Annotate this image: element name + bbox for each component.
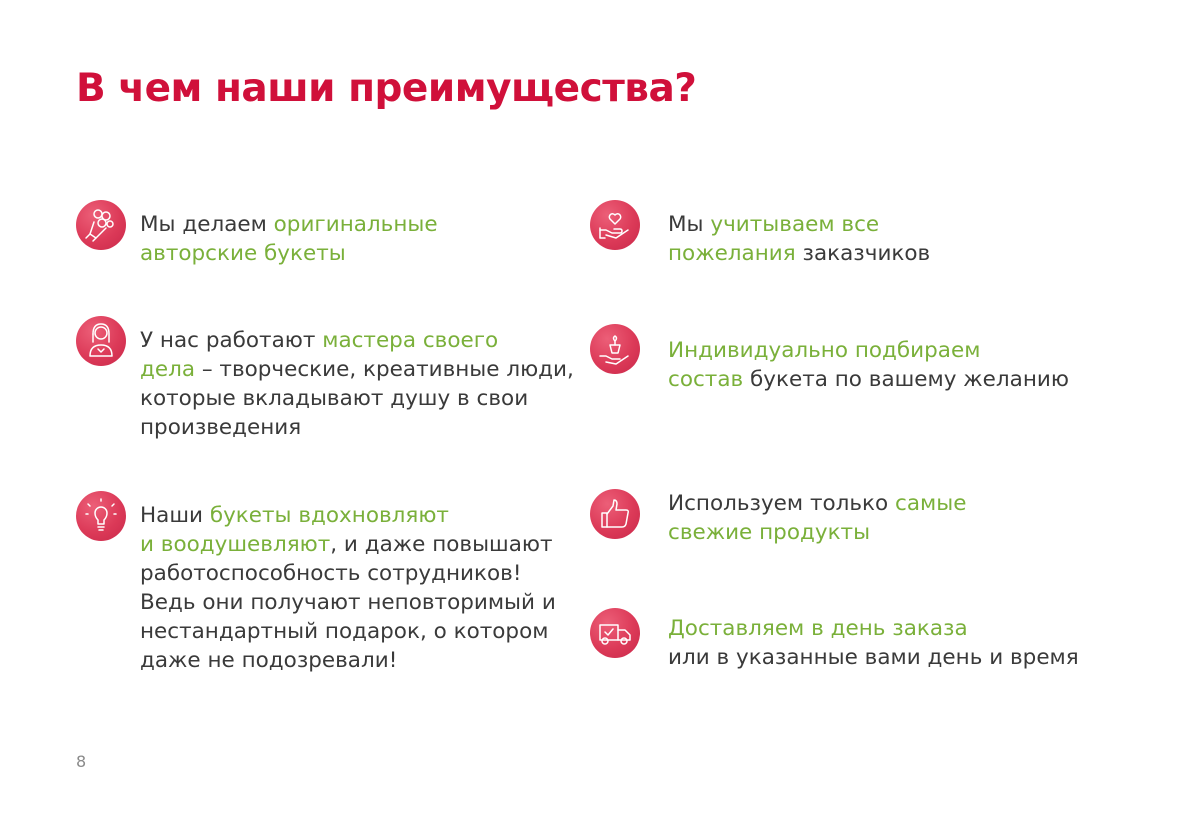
- advantage-highlight: состав: [668, 367, 744, 392]
- page-number: 8: [76, 752, 87, 771]
- advantage-highlight: дела: [140, 357, 196, 382]
- advantage-highlight: Доставляем в день заказа: [668, 616, 968, 641]
- florist-woman-icon: [76, 316, 126, 366]
- advantage-highlight: свежие продукты: [668, 520, 871, 545]
- page-title: В чем наши преимущества?: [76, 66, 697, 111]
- advantage-text: Мы: [668, 212, 711, 237]
- hand-with-plant-icon: [590, 324, 640, 374]
- advantage-text: или в указанные вами день и время: [668, 645, 1079, 670]
- advantage-text: Используем только: [668, 491, 896, 516]
- advantage-highlight: и воодушевляют: [140, 532, 331, 557]
- advantage-highlight: учитываем все: [710, 212, 880, 237]
- advantage-highlight: пожелания: [668, 241, 796, 266]
- advantage-highlight: букеты вдохновляют: [209, 503, 449, 528]
- advantage-highlight: мастера своего: [322, 328, 499, 353]
- advantage-text: – творческие, креативные люди, которые вкладывают душу в свои произведения: [140, 357, 574, 440]
- advantage-highlight: Индивидуально подбираем: [668, 338, 981, 363]
- advantage-text: букета по вашему желанию: [743, 367, 1069, 392]
- advantage-highlight: авторские букеты: [140, 241, 346, 266]
- advantage-text: У нас работают: [140, 328, 323, 353]
- heart-in-hand-icon: [590, 200, 640, 250]
- delivery-truck-icon: [590, 608, 640, 658]
- bouquet-icon: [76, 200, 126, 250]
- advantage-text: заказчиков: [795, 241, 931, 266]
- advantage-text: Мы делаем: [140, 212, 274, 237]
- lightbulb-icon: [76, 491, 126, 541]
- advantage-highlight: самые: [895, 491, 967, 516]
- advantage-text: Наши: [140, 503, 210, 528]
- advantage-text: , и даже повышают работоспособность сотрудников! Ведь они получают неповторимый и нестандартный подарок, о котором даже не подозревали!: [140, 532, 556, 673]
- advantage-highlight: оригинальные: [273, 212, 438, 237]
- thumbs-up-icon: [590, 489, 640, 539]
